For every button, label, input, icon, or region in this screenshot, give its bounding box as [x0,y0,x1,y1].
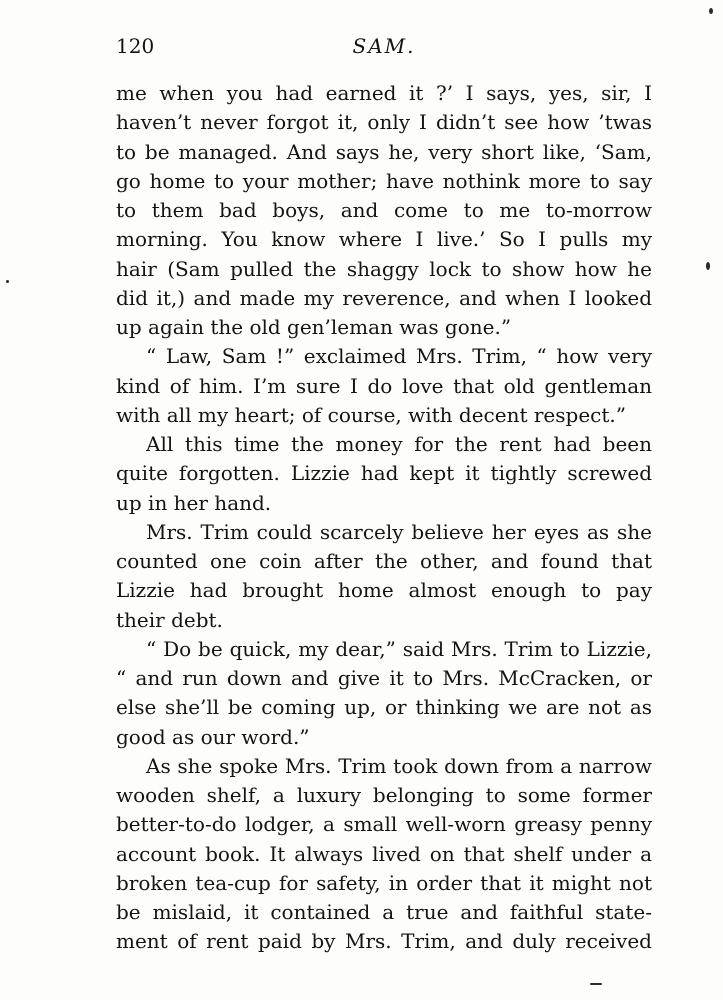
text-line: to be managed. And says he, very short like, ‘Sam, [116,139,652,164]
text-line: morning. You know where I live.’ So I pulls my [116,227,652,252]
text-line: go home to your mother; have nothink more to say [116,168,652,193]
text-line: counted one coin after the other, and found that [116,549,652,573]
text-line: be mislaid, it contained a true and faithful state- [116,900,652,924]
text-line: hair (Sam pulled the shaggy lock to show how he [116,256,652,281]
text-line: account book. It always lived on that shelf under a [116,841,652,866]
text-line: wooden shelf, a luxury belonging to some former [116,783,652,807]
text-line: “ Do be quick, my dear,” said Mrs. Trim to Lizzie, [146,636,652,661]
text-line: their debt. [116,607,223,632]
running-head: SAM. [352,34,416,58]
text-line: quite forgotten. Lizzie had kept it tightly screwed [116,461,652,486]
text-line: All this time the money for the rent had been [146,432,652,456]
text-line: up in her hand. [116,490,272,515]
text-line: ment of rent paid by Mrs. Trim, and duly received [116,929,652,954]
text-line: “ Law, Sam !” exclaimed Mrs. Trim, “ how very [146,344,652,369]
page-header [116,34,652,64]
text-line: better-to-do lodger, a small well-worn greasy penny [116,812,652,837]
text-line: Lizzie had brought home almost enough to pay [116,578,652,603]
text-line: me when you had earned it ?’ I says, yes, sir, I [116,81,652,105]
text-line: up again the old gen’leman was gone.” [116,315,512,339]
page-blemish [590,983,602,985]
body-text [116,79,652,957]
page-blemish [6,280,9,283]
text-line: Mrs. Trim could scarcely believe her eyes as she [146,519,652,544]
text-line: kind of him. I’m sure I do love that old gentleman [116,373,652,398]
text-line: haven’t never forgot it, only I didn’t see how ’twas [116,110,652,135]
page-blemish [706,262,710,270]
page-number: 120 [116,34,155,58]
text-line: did it,) and made my reverence, and when I looked [116,285,652,310]
text-line: with all my heart; of course, with decent respect.” [116,402,626,427]
text-line: else she’ll be coming up, or thinking we are not as [116,695,652,720]
page-blemish [709,8,713,14]
text-line: good as our word.” [116,724,310,749]
text-line: to them bad boys, and come to me to-morrow [116,198,652,222]
text-line: “ and run down and give it to Mrs. McCracken, or [116,666,652,690]
text-line: broken tea-cup for safety, in order that it might not [116,870,652,895]
text-line: As she spoke Mrs. Trim took down from a narrow [146,753,652,778]
